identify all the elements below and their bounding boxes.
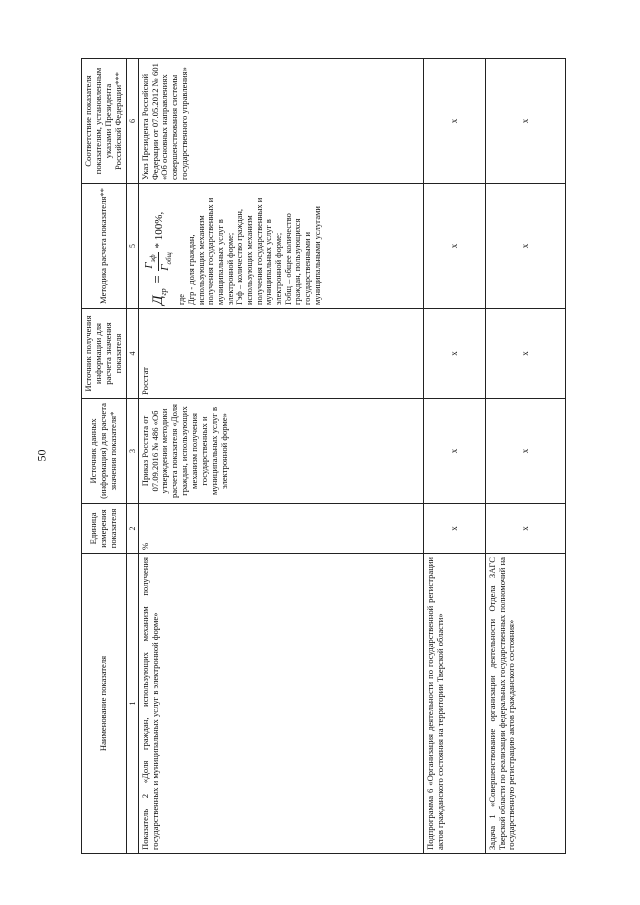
mark-cell: х xyxy=(423,184,485,309)
formula: $Д_{гр}$ = $Г_{эф}$ $Г_{общ}$ * 100%, xyxy=(142,211,173,305)
unit-cell: % xyxy=(138,504,423,554)
col-number: 2 xyxy=(126,504,138,554)
mark-cell: х xyxy=(485,504,565,554)
formula-fraction xyxy=(143,252,174,270)
header-info-source: Источник получения информации для расчета значения показателя xyxy=(82,309,127,399)
method-cell xyxy=(138,184,423,309)
table-row-subprogram-6 xyxy=(423,59,485,854)
table-row-indicator-2 xyxy=(138,59,423,854)
indicator-name-cell: Показатель 2 «Доля граждан, использующих механизм получения государственных и муниципальных услуг в электронной форме» xyxy=(138,554,423,854)
col-number: 5 xyxy=(126,184,138,309)
mark-cell: х xyxy=(423,504,485,554)
data-source-cell: Приказ Росстата от 07.09.2016 № 486 «Об утверждении методики расчета показателя «Доля граждан, использующих механизм получения государственных и муниципальных услуг в электронной форме» xyxy=(138,399,423,504)
subprogram-name-cell: Подпрограмма 6 «Организация деятельности по государственной регистрации актов гражданского состояния на территории Тверской области» xyxy=(423,554,485,854)
header-row xyxy=(82,59,127,854)
mark-cell: х xyxy=(485,184,565,309)
header-unit: Единица измерения показателя xyxy=(82,504,127,554)
formula-numerator: Г xyxy=(142,262,155,269)
mark-cell: х xyxy=(485,399,565,504)
mark-cell: х xyxy=(485,309,565,399)
formula-lhs: Д xyxy=(149,295,166,305)
col-number: 3 xyxy=(126,399,138,504)
formula-lhs-sub: гр xyxy=(158,288,168,296)
page-number: 50 xyxy=(34,449,49,462)
rotated-table-wrapper xyxy=(81,59,557,854)
method-description: где Дгр - доля граждан, использующих механизм получения государственных и муниципальных услуг в электронной форме; Гэф – количество граждан, использующих механизм получения государственных и муниципальных услуг в электронной форме; Гобщ – общее количество граждан, пользующихся государственными и муниципальными услугами xyxy=(177,197,322,305)
info-source-cell: Росстат xyxy=(138,309,423,399)
mark-cell: х xyxy=(485,59,565,184)
formula-denominator-sub: общ xyxy=(164,252,173,265)
col-number: 1 xyxy=(126,554,138,854)
table-row-task-1 xyxy=(485,59,565,854)
col-number: 4 xyxy=(126,309,138,399)
decree-cell: Указ Президента Российской Федерации от 07.05.2012 № 601 «Об основных направлениях совершенствования системы государственного управления» xyxy=(138,59,423,184)
formula-denominator: Г xyxy=(158,264,171,271)
mark-cell: х xyxy=(423,59,485,184)
header-data-source: Источник данных (информация) для расчета значения показателя* xyxy=(82,399,127,504)
header-method: Методика расчета показателя** xyxy=(82,184,127,309)
formula-tail: * 100%, xyxy=(152,211,165,249)
indicator-table xyxy=(81,58,566,854)
column-number-row xyxy=(126,59,138,854)
header-indicator-name: Наименование показателя xyxy=(82,554,127,854)
mark-cell: х xyxy=(423,399,485,504)
col-number: 6 xyxy=(126,59,138,184)
task-name-cell: Задача 1 «Совершенствование организации деятельности Отдела ЗАГС Тверской области по реализации федеральных государственных полномочий на государственную регистрацию актов гражданского состояния» xyxy=(485,554,565,854)
header-decree: Соответствие показателя показателям, установленным указами Президента Российской Федерации*** xyxy=(82,59,127,184)
mark-cell: х xyxy=(423,309,485,399)
formula-numerator-sub: эф xyxy=(148,254,157,263)
